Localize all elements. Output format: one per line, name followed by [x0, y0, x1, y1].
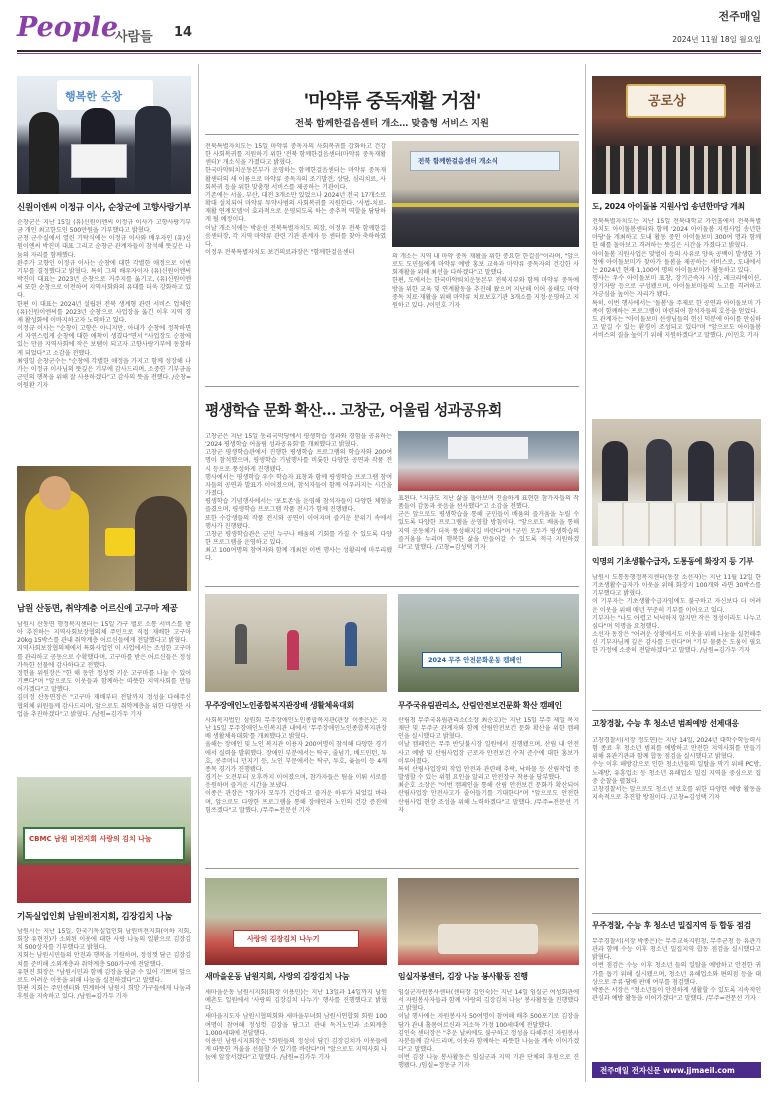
photo-banner-text: 공로상 [648, 94, 686, 109]
article-title: 무주장애인노인종합복지관장배 생활체육대회 [205, 701, 354, 710]
article-body: 남원시 산동면 행정복지센터는 15일 가구 별로 소통 서비스를 받아 추진하는 지역사회보장협의체 주민으로 직접 재배한 고구마 20kg 15박스를 관내 취약계층 어르신들에게 전달했다고 밝혔다. 지역사회보장협의체에서 특화사업인 이 사업에서는 조성한 고구마를 관리하고 공동으로 수확했다며, 고구마를 받은 어르신들은 정성 가득한 선물에 감사하다고 전했다. 정헌율 위원장은 "한 해 동안 정성껏 키운 고구마를 나눌 수 있어 기쁘다"며 "앞으로도 이웃들과 함께하는 따뜻한 지역사회를 만들어가겠다"고 말했다. 김미정 산동면장은 "고구마 재배부터 전달까지 정성을 다해주신 협의체 위원들께 감사드리며, 앞으로도 취약계층을 위한 다양한 사업을 추진하겠다"고 밝혔다. /남원=김가두 기자 [17, 621, 191, 718]
photo-person [135, 106, 171, 194]
feature-headline: 평생학습 문화 확산… 고창군, 어울림 성과공유회 [205, 402, 502, 419]
article-body: 표된다. "지금도 지난 삶을 돌아보며 진솔하게 표현한 참가자들의 작품들이 감동과 웃음을 선사했다"고 소감을 전했다. 군은 앞으로도 평생학습을 통해 군민들이 배움의 즐거움을 누릴 수 있도록 다양한 프로그램을 운영할 방침이다. "앞으로도 배움을 통해 지역 공동체가 더욱 풍성해지길 바란다"며 "군민 모두가 평생학습의 즐거움을 누리며 행복한 삶을 만들어갈 수 있도록 적극 지원하겠다"고 말했다. /고창=김성택 기자 [398, 495, 579, 551]
article-title: 익명의 기초생활수급자, 도통동에 화장지 등 기부 [592, 557, 754, 566]
photo-person [287, 630, 299, 670]
section-title: People [17, 12, 119, 43]
section-rule [205, 586, 579, 587]
photo-person [29, 112, 59, 194]
news-photo [205, 878, 387, 965]
article-title: 고창경찰, 수능 후 청소년 범죄예방 선제대응 [592, 719, 739, 728]
photo-person [235, 624, 247, 664]
photo-banner-text: 2024 무주 안전문화운동 캠페인 [428, 656, 522, 664]
photo-tub [438, 924, 538, 954]
column-divider [585, 64, 586, 1082]
news-photo [398, 878, 579, 965]
photo-boxes [598, 503, 755, 546]
section-rule [205, 868, 579, 869]
news-photo [17, 76, 191, 194]
footer-banner [592, 1062, 761, 1078]
photo-banner-text: 사랑의 김장김치 나누기 [247, 935, 320, 943]
photo-person [646, 439, 672, 501]
section-rule [592, 710, 761, 711]
article-body: 새마을운동 남원시지회(회장 이용민)는 지난 13일과 14일까지 남원 예촌도 일원에서 '사랑의 김장김치 나누기' 행사를 진행했다고 밝혔다. 새마을지도자 남원시협의회와 새마을부녀회 남원시연합회 회원 100여명이 참여해 정성껏 김장을 담그고 관내 독거노인과 소외계층 1,000세대에 전달했다. 이용민 남원시지회장은 "회원들의 정성이 담긴 김장김치가 이웃들에게 따뜻한 겨울을 선물할 수 있기를 바란다"며 "앞으로도 지역사회 나눔에 앞장서겠다"고 말했다. /남원=김가두 기자 [205, 989, 387, 1062]
article-body: 무주경찰서(서장 박종은)는 무주교육지원청, 무주군청 등 유관기관과 함께 수능 이후 청소년 밀집지역 합동 점검을 실시했다고 밝혔다. 이번 점검은 수능 이후 청소년 들의 일탈을 예방하고 안전한 귀가를 돕기 위해 실시됐으며, 청소년 유해업소와 편의점 등을 대상으로 주류·담배 판매 여부를 점검했다. 박종은 서장은 "청소년들이 안전하게 생활할 수 있도록 지속적인 관심과 예방 활동을 이어가겠다"고 말했다. /무주=전문선 기자 [592, 938, 761, 1003]
article-title: 도, 2024 아이돌봄 지원사업 송년한마당 개최 [592, 202, 745, 211]
photo-ribbon [392, 203, 579, 207]
article-body: 전북특별자치도는 15일 마약류 중독자의 사회복귀를 강화하고 건강한 사회복귀를 지원하기 위한 '전북 함께한걸음센터(마약류 중독재활센터)' 개소식을 가졌다고 밝혔다. 한국마약퇴치운동본부가 운영하는 함께한걸음센터는 마약류 중독재활센터의 새 이름으로 마약류 중독자의 조기발견, 상담, 심리치료, 사회복귀 등을 위한 맞춤형 서비스를 제공하는 기관이다. 기존에는 서울, 부산, 대전 3개소만 있었으나 2024년 전국 17개소로 확대 설치되어 마약류 투약사범의 사회복귀를 지원한다. '사법-치료-재활 연계모델'이 효과적으로 운영되도록 하는 중추적 역할을 담당하게 될 예정이다. 이날 개소식에는 박윤선 전북특별자치도 의장, 이정우 전북 함께한걸음센터장, 각 지역 마약류 관련 기관 관계자 등 센터를 찾아 축하하였다. 이정우 전북특별자치도 보건의료과장은 "함께한걸음센터 [205, 143, 386, 257]
photo-person [135, 496, 187, 591]
photo-person [345, 622, 357, 666]
photo-banner-text: 전북 함께한걸음센터 개소식 [418, 157, 498, 165]
article-body: 임실군자원봉사센터(센터장 김인숙)는 지난 14일 임실군 여성회관에서 자원봉사자들과 함께 '사랑의 김장김치 나눔' 봉사활동을 진행했다고 밝혔다. 이날 행사에는 자원봉사자 50여명이 참여해 배추 500포기로 김장을 담가 관내 홀몸어르신과 저소득 가정 100세대에 전달했다. 김인숙 센터장은 "추운 날씨에도 불구하고 정성을 다해주신 자원봉사자분들께 감사드리며, 이웃과 함께하는 따뜻한 나눔을 계속 이어가겠다"고 말했다. 이번 김장 나눔 봉사활동은 임실군과 지역 기관 단체의 후원으로 진행됐다. /임실=정동규 기자 [398, 989, 579, 1070]
newspaper-name: 전주매일 [718, 10, 761, 23]
photo-crowd [17, 865, 191, 903]
issue-date: 2024년 11월 18일 월요일 [672, 35, 761, 44]
article-title: 새마을운동 남원지회, 사랑의 김장김치 나눔 [205, 972, 350, 981]
news-photo [205, 594, 387, 692]
photo-box [105, 528, 135, 556]
section-subtitle: 사람들 [115, 30, 153, 45]
news-photo [17, 466, 191, 591]
footer-text: 전주매일 전자신문 www.jjmaeil.com [600, 1066, 735, 1075]
photo-person [602, 441, 628, 501]
news-photo [398, 594, 579, 692]
photo-screen [448, 437, 528, 459]
article-title: 신원이엔씨 이정규 이사, 순창군에 고향사랑기부 [17, 203, 191, 213]
column-divider [198, 64, 199, 1082]
photo-person [39, 476, 71, 510]
photo-person [728, 441, 754, 501]
article-title: 무주국유림관리소, 산림안전보건문화 확산 캠페인 [398, 701, 562, 710]
article-body: 남원시 도통동행정복지센터(동장 소선자)는 지난 11월 12일 한 기초생활수급자가 이웃을 위해 화장지 100개와 라면 30박스를 기부했다고 밝혔다. 이 기부자는 기초생활수급자임에도 불구하고 자신보다 더 어려운 이웃을 위해 매년 꾸준히 기부를 이어오고 있다. 기부자는 "나도 어렵고 넉넉하지 않지만 작은 정성이라도 나누고 싶다"며 익명을 요청했다. 소선자 동장은 "어려운 상황에서도 이웃을 위해 나눔을 실천해주신 기부자님께 깊은 감사를 드린다"며 "기부 물품은 도움이 필요한 가정에 소중히 전달하겠다"고 말했다. /남원=김가두 기자 [592, 574, 761, 655]
news-photo [592, 419, 761, 546]
news-photo [392, 141, 579, 247]
news-photo [17, 777, 191, 903]
article-body: 전북특별자치도는 지난 15일 전북대학교 가인홀에서 전북특별자치도 아이돌봄센터와 함께 '2024 아이돌봄 지원사업 송년한마당'을 개최하고 도내 활동 중인 아이돌보미 300여 명과 함께 한 해를 돌아보고 격려하는 뜻깊은 시간을 가졌다고 밝혔다. 아이돌봄 지원사업은 맞벌이 등의 사유로 양육 공백이 발생한 가정에 아이돌보미가 찾아가 돌봄을 제공하는 서비스로, 도내에서는 2024년 현재 1,100여 명의 아이돌보미가 활동하고 있다. 행사는 우수 아이돌보미 표창, 장기근속자 시상, 레크리에이션, 장기자랑 등으로 구성됐으며, 아이돌보미들의 노고를 격려하고 자긍심을 높이는 자리가 됐다. 특히, 이번 행사에서는 '돌봄'을 주제로 한 공연과 아이돌보미 가족이 함께하는 프로그램이 마련되어 참석자들의 호응을 얻었다. 도 관계자는 "아이돌보미 선생님들의 헌신 덕분에 아이를 안심하고 맡길 수 있는 환경이 조성되고 있다"며 "앞으로도 아이돌봄 서비스의 질을 높이기 위해 지원하겠다"고 말했다. /이민호 기자 [592, 218, 761, 340]
news-photo [592, 76, 761, 194]
article-body: 고창군은 지난 15일 동리국악당에서 평생학습 성과와 경험을 공유하는 '2024 평생학습 어울림 성과공유회'를 개최했다고 밝혔다. 고창군 평생학습관에서 진행한 평생학습 프로그램의 학습자와 200여명이 참석했으며, 평생학습 기념행사를 비롯한 다양한 공연과 작품 전시 등으로 풍성하게 진행됐다. 행사에서는 평생학습 우수 학습자 표창과 함께 평생학습 프로그램 참여자들의 공연과 발표가 이어졌으며, 참석자들이 함께 어우러지는 시간을 가졌다. 평생학습 기념행사에서는 '포토존'을 운영해 참석자들이 다양한 체험을 즐겼으며, 평생학습 프로그램 작품 전시가 함께 진행됐다. 또한 수강생들의 작품 전시와 공연이 이어지며 즐거운 분위기 속에서 행사가 진행됐다. 고창군 평생학습관은 군민 누구나 배움의 기회를 가질 수 있도록 다양한 프로그램을 운영하고 있다. 최고 100여명의 참여자와 함께 개최된 이번 행사는 성황리에 마무리됐다. [205, 433, 392, 563]
article-body: 남원시는 지난 15일, 한국기독실업인회 남원비전지회(이하 지회, 회장 유현진)가 소외된 이웃에 대한 사랑 나눔의 일환으로 김장김치 500상자를 기부했다고 밝혔다. 지회는 남원시민들의 안전과 행복을 기원하며, 정성껏 담근 김장김치를 준비해 소외계층과 취약계층 500가구에 전달했다. 유현진 회장은 "남원시민과 함께 김장을 담글 수 있어 기쁘며 앞으로도 어려운 이웃을 위해 나눔을 실천하겠다"고 말했다. 한편 지회는 주민센터와 연계하여 남원시 희망 가구들에게 나눔과 후원을 지속하고 있다. /남원=김가두 기자 [17, 928, 191, 1001]
photo-banner-text: CBMC 남원 비전지회 사랑의 김치 나눔 [29, 835, 152, 843]
header-rule-accent [17, 53, 761, 54]
article-title: 기독실업인회 남원비전지회, 김장김치 나눔 [17, 912, 173, 922]
article-body: 고창경찰서(서장 정도연)는 지난 14일, 2024년 대학수학능력시험 종료 후 청소년 범죄를 예방하고 안전한 지역사회를 만들기 위해 유관기관과 함께 합동 점검을 실시했다고 밝혔다. 수능 이후 해방감으로 인한 청소년들의 일탈을 막기 위해 PC방, 노래방, 유흥업소 등 청소년 유해업소 밀집 지역을 중심으로 집중 순찰을 펼쳤다. 고창경찰서는 앞으로도 청소년 보호를 위한 다양한 예방 활동을 지속적으로 추진할 방침이다. /고창=김성택 기자 [592, 737, 761, 802]
news-photo [398, 431, 579, 491]
feature-subheadline: 전북 함께한걸음센터 개소… 맞춤형 서비스 지원 [295, 118, 489, 129]
article-title: 남원 산동면, 취약계층 어르신에 고구마 제공 [17, 604, 178, 614]
feature-headline: '마약류 중독재활 거점' [303, 90, 481, 112]
article-title: 무주경찰, 수능 후 청소년 밀집지역 등 합동 점검 [592, 921, 751, 930]
page-header [17, 10, 761, 48]
article-body: 사회복지법인 삼원회 무주장애인노인종합복지관(관장 이종은)은 지난 15일 무주장애인노인복지관 내에서 '무주장애인노인종합복지관장배 생활체육대회'를 개최했다고 밝혔다. 올해는 장애인 및 노인 복지관 이용자 200여명이 참석해 다양한 경기에서 실력을 발휘했다. 장애인 부분에서는 탁구, 줄넘기, 배드민턴, 투호, 콩주머니 던지기 등, 노인 부문에서는 탁구, 투호, 윷놀이 등 4개 종목 경기가 진행됐다. 경기는 오전부터 오후까지 이어졌으며, 참가자들은 팀을 이뤄 서로를 응원하며 즐거운 시간을 보냈다. 이종은 관장은 "참가자 모두가 건강하고 즐거운 하루가 되었길 바라며, 앞으로도 다양한 프로그램을 통해 장애인과 노인의 건강 증진에 힘쓰겠다"고 말했다. /무주=전문선 기자 [205, 717, 387, 814]
photo-person [688, 441, 714, 501]
article-title: 임실자봉센터, 김장 나눔 봉사활동 진행 [398, 972, 528, 981]
photo-group [596, 146, 757, 194]
photo-banner-text: 행복한 순창 [65, 90, 122, 103]
article-body: 의 개소는 지역 내 마약 중독 재활을 위한 중요한 한걸음"이라며, "앞으로도 도민들에게 마약류 예방 홍보 교육과 마약류 중독자의 건강한 사회재활을 위해 최선을 다하겠다"고 말했다. 한편, 도에서는 한국마약퇴치운동본부 전북지부와 함께 마약류 중독예방을 위한 교육 및 연계활동을 추진해 왔으며 지난해 이어 올해도 마약 중독 치료·재활을 위해 마약류 치료보호기관 3개소를 지정·운영하고 지원하고 있다. /이민호 기자 [392, 253, 579, 309]
section-rule [592, 913, 761, 914]
article-body: 산림청 무주국유림관리소(소장 최순호)는 지난 15일 무주 제일 복지재단 및 무주군 관계자와 함께 산림안전보건 문화 확산을 위한 캠페인을 실시했다고 밝혔다. 이날 캠페인은 무주 반딧불시장 일원에서 진행됐으며, 산림 내 안전사고 예방 및 산림사업장 근로자 안전보건 수칙 준수에 대한 홍보가 이루어졌다. 특히 산림사업장의 작업 안전과 관련해 추락, 낙하물 등 산림작업 중 발생할 수 있는 위험 요인을 알리고 안전장구 착용을 당부했다. 최순호 소장은 "이번 캠페인을 통해 산림 안전보건 문화가 확산되어 산림사업장 안전사고가 줄어들기를 기대한다"며 "앞으로도 안전한 산림사업 현장 조성을 위해 노력하겠다"고 말했다. /무주=전문선 기자 [398, 717, 579, 814]
photo-banner [23, 827, 185, 861]
photo-plaque [71, 144, 127, 178]
section-rule [205, 386, 579, 387]
headline-rule [205, 134, 579, 135]
header-rule [17, 50, 761, 52]
page-number: 14 [174, 25, 193, 40]
article-body: 순창군은 지난 15일 (유)신원이엔씨 이정규 이사가 고향사랑기부금 개인 최고한도인 500만원을 기부했다고 밝혔다. 군청 군수실에서 열린 기탁식에는 이정규 이사와 배우자인 (유)신원이엔씨 박진미 대표 그리고 순창군 관계자들이 참석해 뜻깊은 나눔의 자리를 함께했다. 완주가 고향인 이정규 이사는 순창에 대한 각별한 애정으로 이번 기부를 결정했다고 밝혔다. 특히 그의 배우자이자 (유)신원이엔씨 박진미 대표는 2023년 순창으로 거주지를 옮기고, (유)신원이엔씨 또한 순창으로 이전하여 지역사회와의 유대를 더욱 강화하고 있다. 한편 이 대표는 2024년 설립된 전북 생계형 관련 서비스 업체인 (유)신원이엔씨를 2023년 순창으로 사업장을 옮긴 이후 지역 경제 활성화에 이바지하고자 노력하고 있다. 이정규 이사는 "순창이 고향은 아니지만, 아내가 순창에 정착하면서 자연스럽게 순창에 대한 애착이 생겼다"면서 "사업장도 순창에 있는 만큼 지역사회에 작은 보탬이 되고자 고향사랑기부에 동참하게 되었다"고 소감을 전했다. 최영일 순창군수는 "순창에 각별한 애정을 가지고 함께 성장해 나가는 이정규 이사님의 뜻깊은 기부에 감사드리며, 소중한 기부금을 군민의 행복을 위해 잘 사용하겠다"고 감사의 뜻을 전했다. /순창=이원환 기자 [17, 219, 191, 390]
